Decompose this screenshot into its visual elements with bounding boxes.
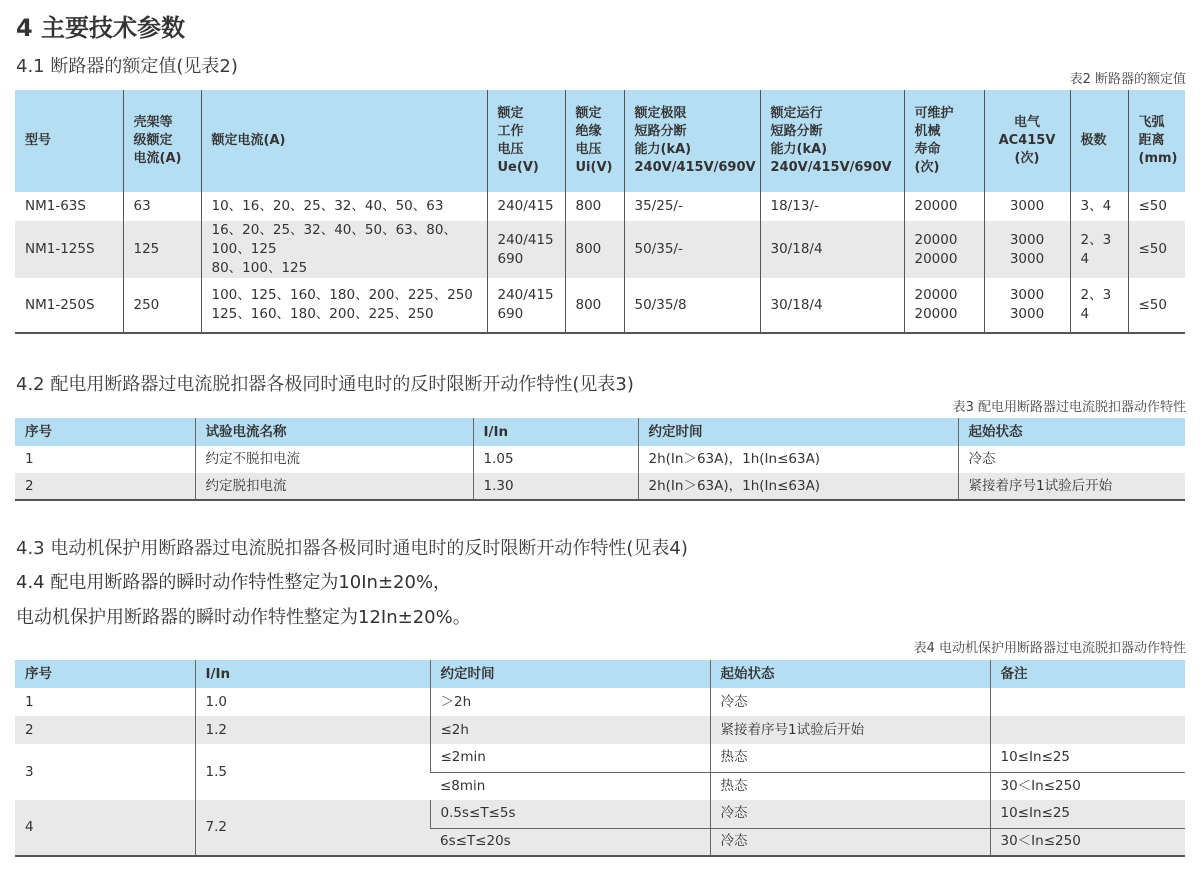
table2-header-row — [15, 90, 1185, 192]
line: 20000 — [914, 306, 958, 322]
line: 短路分断 — [634, 124, 687, 139]
cell-elec — [984, 278, 1070, 333]
table-row — [15, 716, 1185, 744]
cell-model: NM1-63S — [15, 192, 123, 221]
line: 工作 — [497, 124, 524, 139]
cell-time: ≤8min — [430, 772, 710, 800]
line: 240V/415V/690V — [634, 160, 756, 175]
cell-time: ≤2h — [430, 716, 710, 744]
line: 额定极限 — [634, 106, 687, 121]
table3-header-row — [15, 418, 1185, 446]
cell-model: NM1-250S — [15, 278, 123, 333]
t3-header-name: 试验电流名称 — [195, 418, 473, 446]
cell-state: 冷态 — [710, 688, 990, 716]
header-frame — [123, 90, 201, 192]
line: 距离 — [1138, 133, 1165, 148]
cell-ue — [487, 221, 565, 278]
header-poles: 极数 — [1070, 90, 1128, 192]
cell-mech — [904, 278, 984, 333]
table-cell: 冷态 — [958, 446, 1185, 473]
line: 可维护 — [914, 106, 954, 121]
heading-4-1: 4.1 断路器的额定值(见表2) — [16, 56, 238, 77]
line: 额定 — [497, 106, 524, 121]
line: 16、20、25、32、40、50、63、80、100、125 — [211, 222, 457, 257]
header-arc — [1128, 90, 1185, 192]
cell-state: 紧接着序号1试验后开始 — [710, 716, 990, 744]
cell-ics: 18/13/- — [760, 192, 904, 221]
header-ui-lines — [576, 105, 624, 177]
line: 4 — [1080, 250, 1090, 267]
table-row — [15, 221, 1185, 278]
cell-arc: ≤50 — [1128, 221, 1185, 278]
t4-header-no: 序号 — [15, 660, 195, 688]
cell-poles — [1070, 221, 1128, 278]
cell-model: NM1-125S — [15, 221, 123, 278]
table-cell: 2 — [15, 473, 195, 500]
line: 2、3 — [1080, 231, 1112, 248]
cell-icu: 35/25/- — [624, 192, 760, 221]
cell-mech — [904, 192, 984, 221]
table-row — [15, 744, 1185, 772]
line: 240/415 — [497, 198, 554, 214]
line: AC415V — [998, 133, 1056, 148]
cell-time: 6s≤T≤20s — [430, 828, 710, 856]
cell-frame: 125 — [123, 221, 201, 278]
cell-note — [990, 688, 1185, 716]
cell-state: 热态 — [710, 744, 990, 772]
cell-note — [990, 716, 1185, 744]
cell-time: ＞2h — [430, 688, 710, 716]
t3-header-no: 序号 — [15, 418, 195, 446]
line: 3000 — [1009, 231, 1045, 248]
header-ui — [565, 90, 624, 192]
header-ics-lines — [771, 105, 904, 177]
cell-ue — [487, 192, 565, 221]
header-elec-lines — [985, 114, 1070, 168]
cell-current — [201, 221, 487, 278]
cell-current — [201, 192, 487, 221]
cell-time: 0.5s≤T≤5s — [430, 800, 710, 828]
cell-ui: 800 — [565, 221, 624, 278]
line: 80、100、125 — [211, 260, 308, 276]
table-cell: 1.05 — [473, 446, 638, 473]
line: 240V/415V/690V — [770, 160, 892, 175]
header-mech-lines — [915, 105, 984, 177]
line: 级额定 — [133, 133, 173, 148]
t4-header-note: 备注 — [990, 660, 1185, 688]
line: 能力(kA) — [634, 142, 692, 157]
header-icu-lines — [635, 105, 760, 177]
t4-header-time: 约定时间 — [430, 660, 710, 688]
line: 寿命 — [914, 142, 941, 157]
table-cell: 约定不脱扣电流 — [195, 446, 473, 473]
line: 20000 — [914, 231, 958, 248]
line: 能力(kA) — [770, 142, 828, 157]
header-icu — [624, 90, 760, 192]
cell-ratio: 1.5 — [195, 744, 430, 800]
line: (次) — [914, 160, 940, 175]
table-cell: 2h(In＞63A)，1h(In≤63A) — [638, 473, 958, 500]
cell-no: 3 — [15, 744, 195, 800]
line: 125、160、180、200、225、250 — [211, 306, 434, 322]
line: 2、3 — [1080, 287, 1112, 303]
t4-header-ratio: I/In — [195, 660, 430, 688]
cell-note: 30＜In≤250 — [990, 828, 1185, 856]
cell-ratio: 1.2 — [195, 716, 430, 744]
table-cell: 紧接着序号1试验后开始 — [958, 473, 1185, 500]
header-mech — [904, 90, 984, 192]
line: 240/415 — [497, 287, 554, 303]
line: 电压 — [575, 142, 602, 157]
line: 690 — [497, 306, 524, 322]
line: (mm) — [1138, 151, 1178, 166]
cell-state: 冷态 — [710, 800, 990, 828]
line: 3000 — [1009, 306, 1045, 322]
line: 电气 — [1013, 115, 1040, 130]
heading-4-2: 4.2 配电用断路器过电流脱扣器各极同时通电时的反时限断开动作特性(见表3) — [16, 374, 634, 395]
cell-icu: 50/35/- — [624, 221, 760, 278]
cell-ics: 30/18/4 — [760, 278, 904, 333]
cell-poles — [1070, 192, 1128, 221]
line: 电压 — [497, 142, 524, 157]
distribution-trip-table — [15, 418, 1185, 501]
line: 短路分断 — [770, 124, 823, 139]
cell-elec — [984, 221, 1070, 278]
cell-state: 冷态 — [710, 828, 990, 856]
line: (次) — [1014, 151, 1040, 166]
heading-4-3: 4.3 电动机保护用断路器过电流脱扣器各极同时通电时的反时限断开动作特性(见表4) — [16, 538, 688, 559]
cell-note: 30＜In≤250 — [990, 772, 1185, 800]
line: 绝缘 — [575, 124, 602, 139]
table-cell: 1.30 — [473, 473, 638, 500]
cell-no: 1 — [15, 688, 195, 716]
cell-ui: 800 — [565, 192, 624, 221]
section-title: 4 主要技术参数 — [16, 14, 186, 42]
t3-header-time: 约定时间 — [638, 418, 958, 446]
table4-caption: 表4 电动机保护用断路器过电流脱扣器动作特性 — [913, 641, 1186, 656]
cell-no: 2 — [15, 716, 195, 744]
cell-ue — [487, 278, 565, 333]
table-row — [15, 800, 1185, 828]
table-row — [15, 446, 1185, 473]
table-cell: 约定脱扣电流 — [195, 473, 473, 500]
cell-state: 热态 — [710, 772, 990, 800]
line: 3、4 — [1080, 198, 1112, 214]
cell-note: 10≤In≤25 — [990, 744, 1185, 772]
cell-no: 4 — [15, 800, 195, 856]
line: 电流(A) — [133, 151, 182, 166]
cell-note: 10≤In≤25 — [990, 800, 1185, 828]
cell-frame: 63 — [123, 192, 201, 221]
rated-values-table — [15, 90, 1185, 334]
line: 额定 — [575, 106, 602, 121]
line: 20000 — [914, 287, 958, 303]
line: 壳架等 — [133, 115, 173, 130]
cell-icu: 50/35/8 — [624, 278, 760, 333]
line: 4 — [1080, 306, 1090, 322]
line: 240/415 — [497, 231, 554, 248]
line: 飞弧 — [1138, 115, 1165, 130]
table-row — [15, 278, 1185, 333]
cell-elec — [984, 192, 1070, 221]
header-ics — [760, 90, 904, 192]
heading-4-4-line1: 4.4 配电用断路器的瞬时动作特性整定为10In±20%， — [16, 572, 452, 593]
line: 100、125、160、180、200、225、250 — [211, 287, 473, 303]
cell-arc: ≤50 — [1128, 192, 1185, 221]
motor-trip-table — [15, 660, 1185, 857]
header-frame-lines — [134, 114, 201, 168]
cell-ratio: 1.0 — [195, 688, 430, 716]
t3-header-state: 起始状态 — [958, 418, 1185, 446]
table4-header-row — [15, 660, 1185, 688]
cell-time: ≤2min — [430, 744, 710, 772]
cell-current — [201, 278, 487, 333]
table-cell: 1 — [15, 446, 195, 473]
cell-poles — [1070, 278, 1128, 333]
cell-mech — [904, 221, 984, 278]
header-arc-lines — [1139, 114, 1186, 168]
line: 690 — [497, 250, 524, 267]
cell-ui: 800 — [565, 278, 624, 333]
t3-header-ratio: I/In — [473, 418, 638, 446]
line: Ui(V) — [575, 160, 613, 175]
cell-ics: 30/18/4 — [760, 221, 904, 278]
line: 20000 — [914, 250, 958, 267]
header-ue-lines — [498, 105, 565, 177]
header-elec — [984, 90, 1070, 192]
header-model: 型号 — [15, 90, 123, 192]
table2-caption: 表2 断路器的额定值 — [1069, 72, 1186, 87]
table3-caption: 表3 配电用断路器过电流脱扣器动作特性 — [952, 400, 1186, 415]
table-row — [15, 473, 1185, 500]
table-cell: 2h(In＞63A)，1h(In≤63A) — [638, 446, 958, 473]
line: 机械 — [914, 124, 941, 139]
line: 20000 — [914, 198, 958, 214]
table-row — [15, 192, 1185, 221]
line: Ue(V) — [497, 160, 539, 175]
table-row — [15, 688, 1185, 716]
line: 3000 — [1009, 287, 1045, 303]
header-current: 额定电流(A) — [201, 90, 487, 192]
line: 额定运行 — [770, 106, 823, 121]
cell-ratio: 7.2 — [195, 800, 430, 856]
cell-arc: ≤50 — [1128, 278, 1185, 333]
line: 3000 — [1009, 250, 1045, 267]
heading-4-4-line2: 电动机保护用断路器的瞬时动作特性整定为12In±20%。 — [16, 607, 471, 628]
header-ue — [487, 90, 565, 192]
cell-frame: 250 — [123, 278, 201, 333]
line: 3000 — [1009, 198, 1045, 214]
line: 10、16、20、25、32、40、50、63 — [211, 198, 444, 214]
t4-header-state: 起始状态 — [710, 660, 990, 688]
